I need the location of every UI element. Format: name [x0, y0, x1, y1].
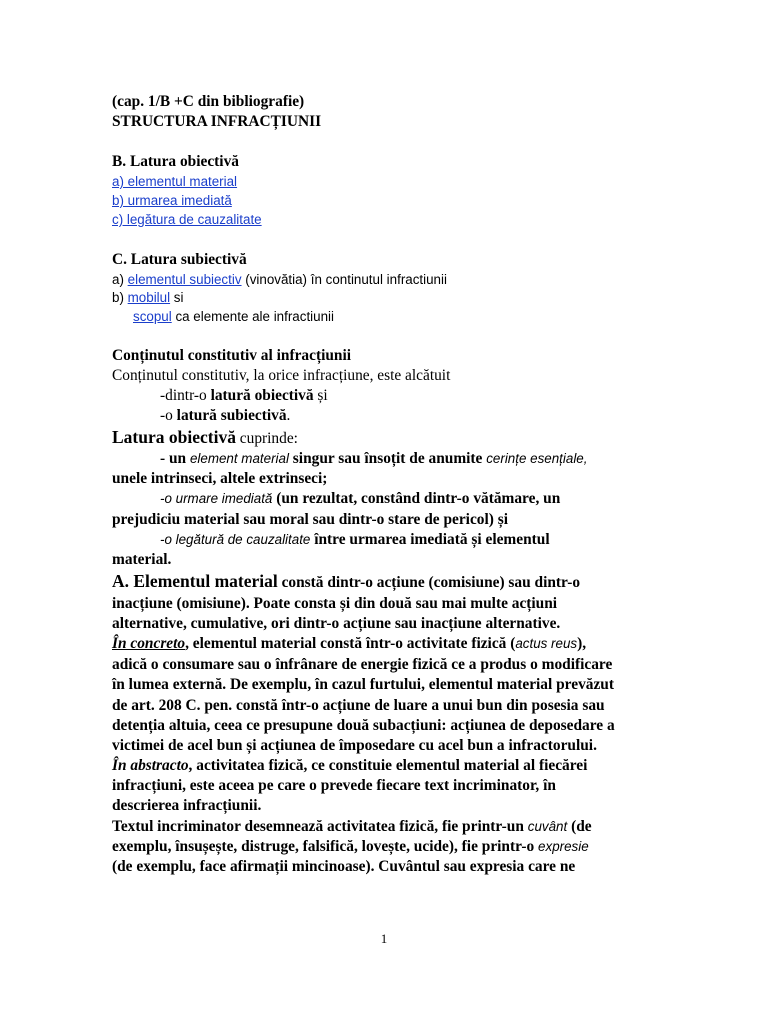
latura-bullet-3: -o legătură de cauzalitate între urmarea imediată și elementul — [160, 531, 550, 548]
section-b-heading: B. Latura obiectivă — [112, 153, 239, 170]
abstracto-line: În abstracto, activitatea fizică, ce constituie elementul material al fiecărei — [112, 757, 588, 774]
continut-item-2: -o latură subiectivă. — [160, 407, 291, 424]
element-material-line: alternative, cumulative, ori dintr-o acțiune sau inacțiune alternative. — [112, 615, 561, 632]
concreto-line: În concreto, elementul material constă într-o activitate fizică (actus reus), — [112, 635, 587, 652]
concreto-line: de art. 208 C. pen. constă într-o acțiune de luare a unui bun din posesia sau — [112, 697, 605, 714]
link-scopul[interactable]: scopul — [133, 309, 172, 324]
chapter-reference: (cap. 1/B +C din bibliografie) — [112, 93, 305, 110]
section-c-line-b: b) mobilul si — [112, 290, 184, 305]
abstracto-line: descrierea infracțiunii. — [112, 797, 262, 814]
link-mobilul[interactable]: mobilul — [127, 290, 171, 305]
toc-link-legatura-cauzalitate[interactable]: c) legătura de cauzalitate — [112, 212, 262, 227]
section-c-heading: C. Latura subiectivă — [112, 251, 247, 268]
latura-bullet-2: -o urmare imediată (un rezultat, constând dintr-o vătămare, un — [160, 490, 561, 507]
element-material-line: inacțiune (omisiune). Poate consta și din două sau mai multe acțiuni — [112, 595, 558, 612]
latura-bullet-2-cont: prejudiciu material sau moral sau dintr-o stare de pericol) și — [112, 511, 508, 528]
continut-intro: Conținutul constitutiv, la orice infracțiune, este alcătuit — [112, 367, 451, 384]
link-elementul-subiectiv[interactable]: elementul subiectiv — [127, 272, 242, 287]
concreto-line: adică o consumare sau o înfrânare de energie fizică ce a produs o modificare — [112, 656, 613, 673]
concreto-line: în lumea externă. De exemplu, în cazul furtului, elementul material prevăzut — [112, 676, 614, 693]
concreto-line: detenția altuia, ceea ce presupune două subacțiuni: acțiunea de deposedare a — [112, 717, 615, 734]
toc-link-urmarea-imediata[interactable]: b) urmarea imediată — [112, 193, 232, 208]
toc-link-element-material[interactable]: a) elementul material — [112, 174, 238, 189]
continut-item-1: -dintr-o latură obiectivă și — [160, 387, 328, 404]
section-c-line-a: a) elementul subiectiv (vinovătia) în continutul infractiunii — [112, 272, 447, 287]
text-incriminator-line: exemplu, însușește, distruge, falsifică, lovește, ucide), fie printr-o expresie — [112, 838, 589, 855]
section-c-line-scopul: scopul ca elemente ale infractiunii — [133, 309, 334, 324]
abstracto-line: infracțiuni, este aceea pe care o prevede fiecare text incriminator, în — [112, 777, 556, 794]
document-title: STRUCTURA INFRACȚIUNII — [112, 113, 322, 130]
text-incriminator-line: (de exemplu, face afirmații mincinoase). Cuvântul sau expresia care ne — [112, 858, 576, 875]
continut-heading: Conținutul constitutiv al infracțiunii — [112, 347, 352, 364]
latura-lead: Latura obiectivă cuprinde: — [112, 427, 298, 447]
concreto-line: victimei de acel bun și acțiunea de împosedare cu acel bun a infractorului. — [112, 737, 597, 754]
element-material-lead: A. Elementul material constă dintr-o acțiune (comisiune) sau dintr-o — [112, 571, 581, 591]
page-number: 1 — [380, 931, 388, 946]
text-incriminator-line: Textul incriminator desemnează activitatea fizică, fie printr-un cuvânt (de — [112, 818, 592, 835]
latura-bullet-3-cont: material. — [112, 551, 172, 568]
latura-bullet-1-cont: unele intrinseci, altele extrinseci; — [112, 470, 328, 487]
latura-bullet-1: - un element material singur sau însoțit de anumite cerințe esențiale, — [160, 450, 588, 467]
